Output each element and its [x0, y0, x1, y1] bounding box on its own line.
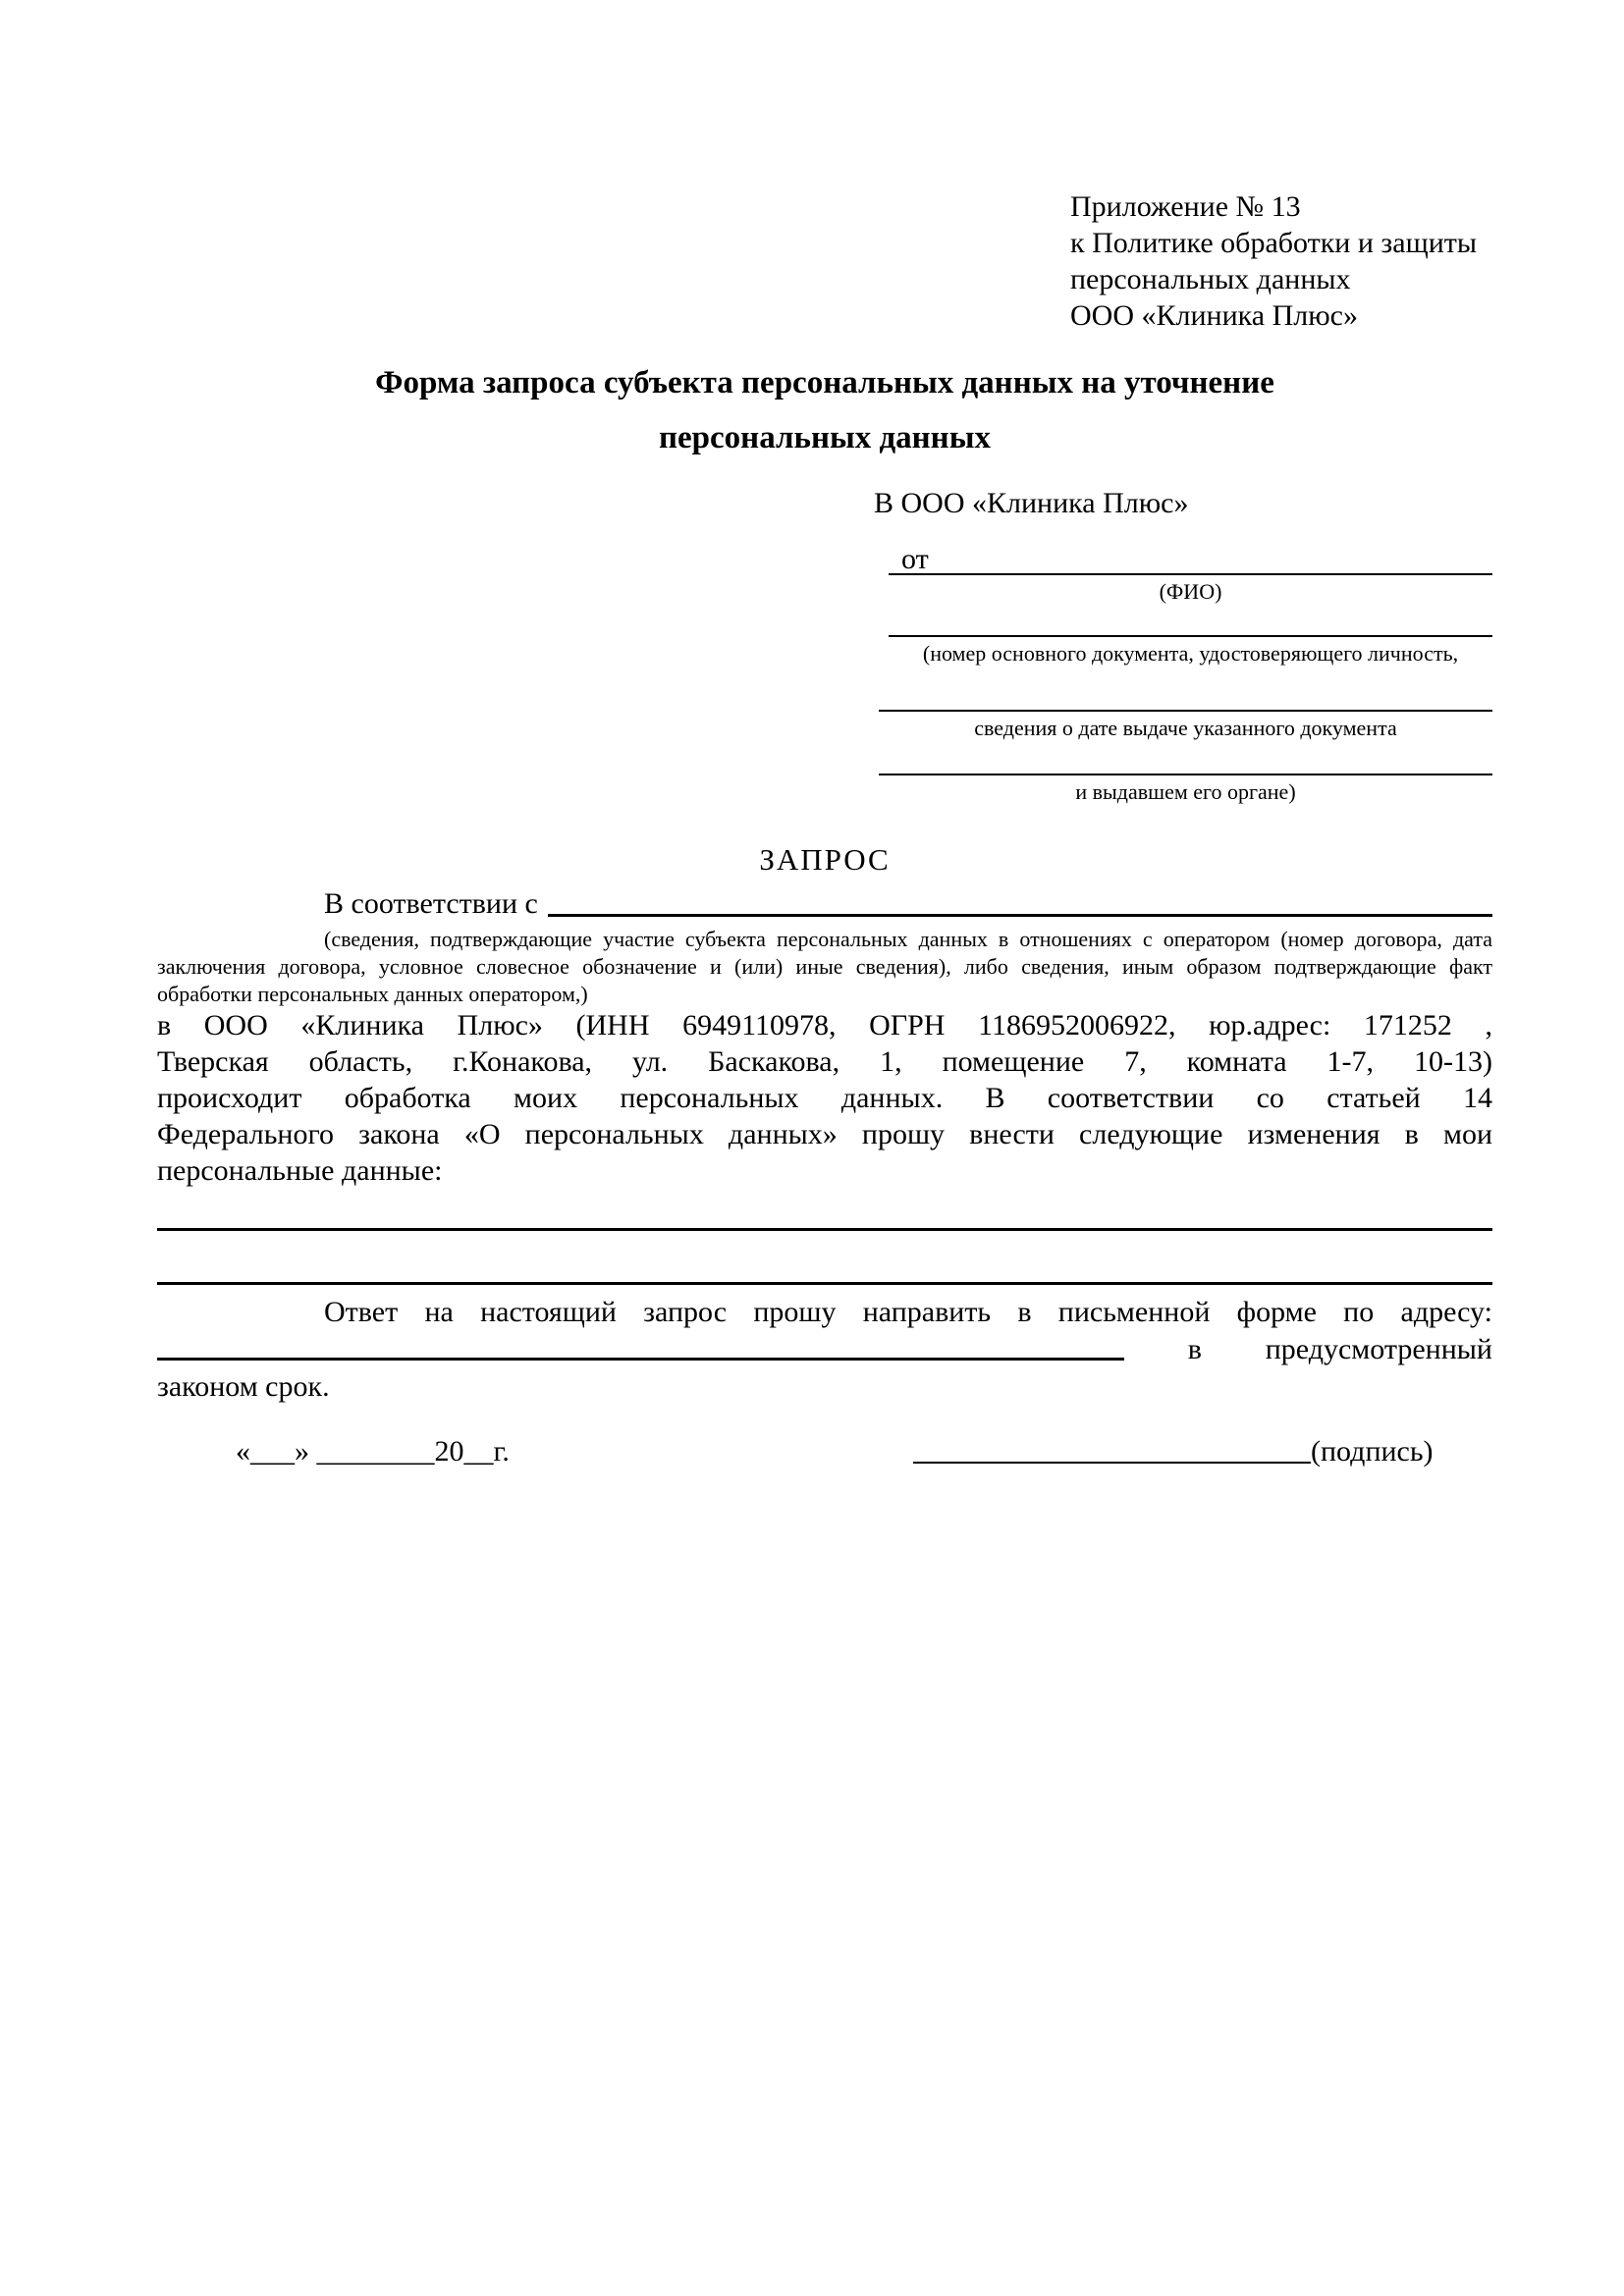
document-number-blank-line: [889, 635, 1492, 637]
document-number-caption: (номер основного документа, удостоверяющего личность,: [922, 641, 1459, 666]
intro-text: В соответствии с: [324, 887, 538, 920]
date-blank-text: «___» ________20__г.: [236, 1435, 510, 1468]
changes-blank-line-2: [157, 1282, 1492, 1285]
note-line-2: заключения договора, условное словесное обозначение и (или) иные сведения), либо сведения, иным образом подтверждающие факт: [157, 954, 1492, 979]
document-title: [157, 355, 1492, 465]
response-tail-line: законом срок.: [157, 1370, 330, 1403]
body-line-1: в ООО «Клиника Плюс» (ИНН 6949110978, ОГРН 1186952006922, юр.адрес: 171252 ,: [157, 1009, 1492, 1041]
address-blank-line: [157, 1358, 1124, 1361]
issue-date-caption: сведения о дате выдаче указанного документа: [974, 716, 1397, 740]
response-word-v: в: [1187, 1333, 1202, 1365]
response-address-row: [157, 1327, 1492, 1366]
body-line-5: персональные данные:: [157, 1154, 443, 1187]
request-heading: ЗАПРОС: [759, 842, 891, 877]
note-line-3: обработки персональных данных оператором,): [157, 982, 588, 1006]
body-line-2: Тверская область, г.Конакова, ул. Баскакова, 1, помещение 7, комната 1-7, 10-13): [157, 1045, 1492, 1078]
signature-area: [913, 1435, 1434, 1468]
appendix-line-3: персональных данных: [1070, 263, 1351, 295]
appendix-line-2: к Политике обработки и защиты: [1070, 227, 1478, 259]
signature-row: [157, 1435, 1492, 1480]
document-title-line-2: персональных данных: [659, 420, 991, 455]
addressee-from-label: от: [901, 543, 929, 575]
response-word-predusmotrenny: предусмотренный: [1265, 1333, 1492, 1365]
note-line-1: (сведения, подтверждающие участие субъекта персональных данных в отношениях с оператором (номер договора, дата: [324, 927, 1492, 951]
changes-blank-line-1: [157, 1228, 1492, 1231]
signature-caption: (подпись): [1311, 1435, 1434, 1468]
body-paragraph: [157, 1007, 1492, 1189]
issue-date-blank-line: [879, 710, 1492, 712]
issuer-caption: и выдавшем его органе): [1075, 779, 1296, 804]
body-line-3: происходит обработка моих персональных данных. В соответствии со статьей 14: [157, 1082, 1492, 1114]
signature-blank-line: [913, 1462, 1311, 1464]
fio-caption: (ФИО): [1159, 579, 1222, 604]
response-sentence: Ответ на настоящий запрос прошу направить в письменной форме по адресу:: [324, 1296, 1492, 1328]
addressee-to: В ООО «Клиника Плюс»: [874, 487, 1189, 519]
issuer-blank-line: [879, 774, 1492, 775]
document-title-line-1: Форма запроса субъекта персональных данных на уточнение: [375, 365, 1274, 400]
explanatory-note: [157, 926, 1492, 1008]
intro-row: [157, 886, 1492, 922]
body-line-4: Федерального закона «О персональных данных» прошу внести следующие изменения в мои: [157, 1118, 1492, 1150]
fio-blank-line: [889, 573, 1492, 575]
appendix-line-4: ООО «Клиника Плюс»: [1070, 299, 1358, 332]
appendix-line-1: Приложение № 13: [1070, 190, 1301, 223]
intro-blank-line: [548, 914, 1492, 917]
appendix-header: [1070, 188, 1561, 334]
addressee-block: [874, 487, 1492, 821]
